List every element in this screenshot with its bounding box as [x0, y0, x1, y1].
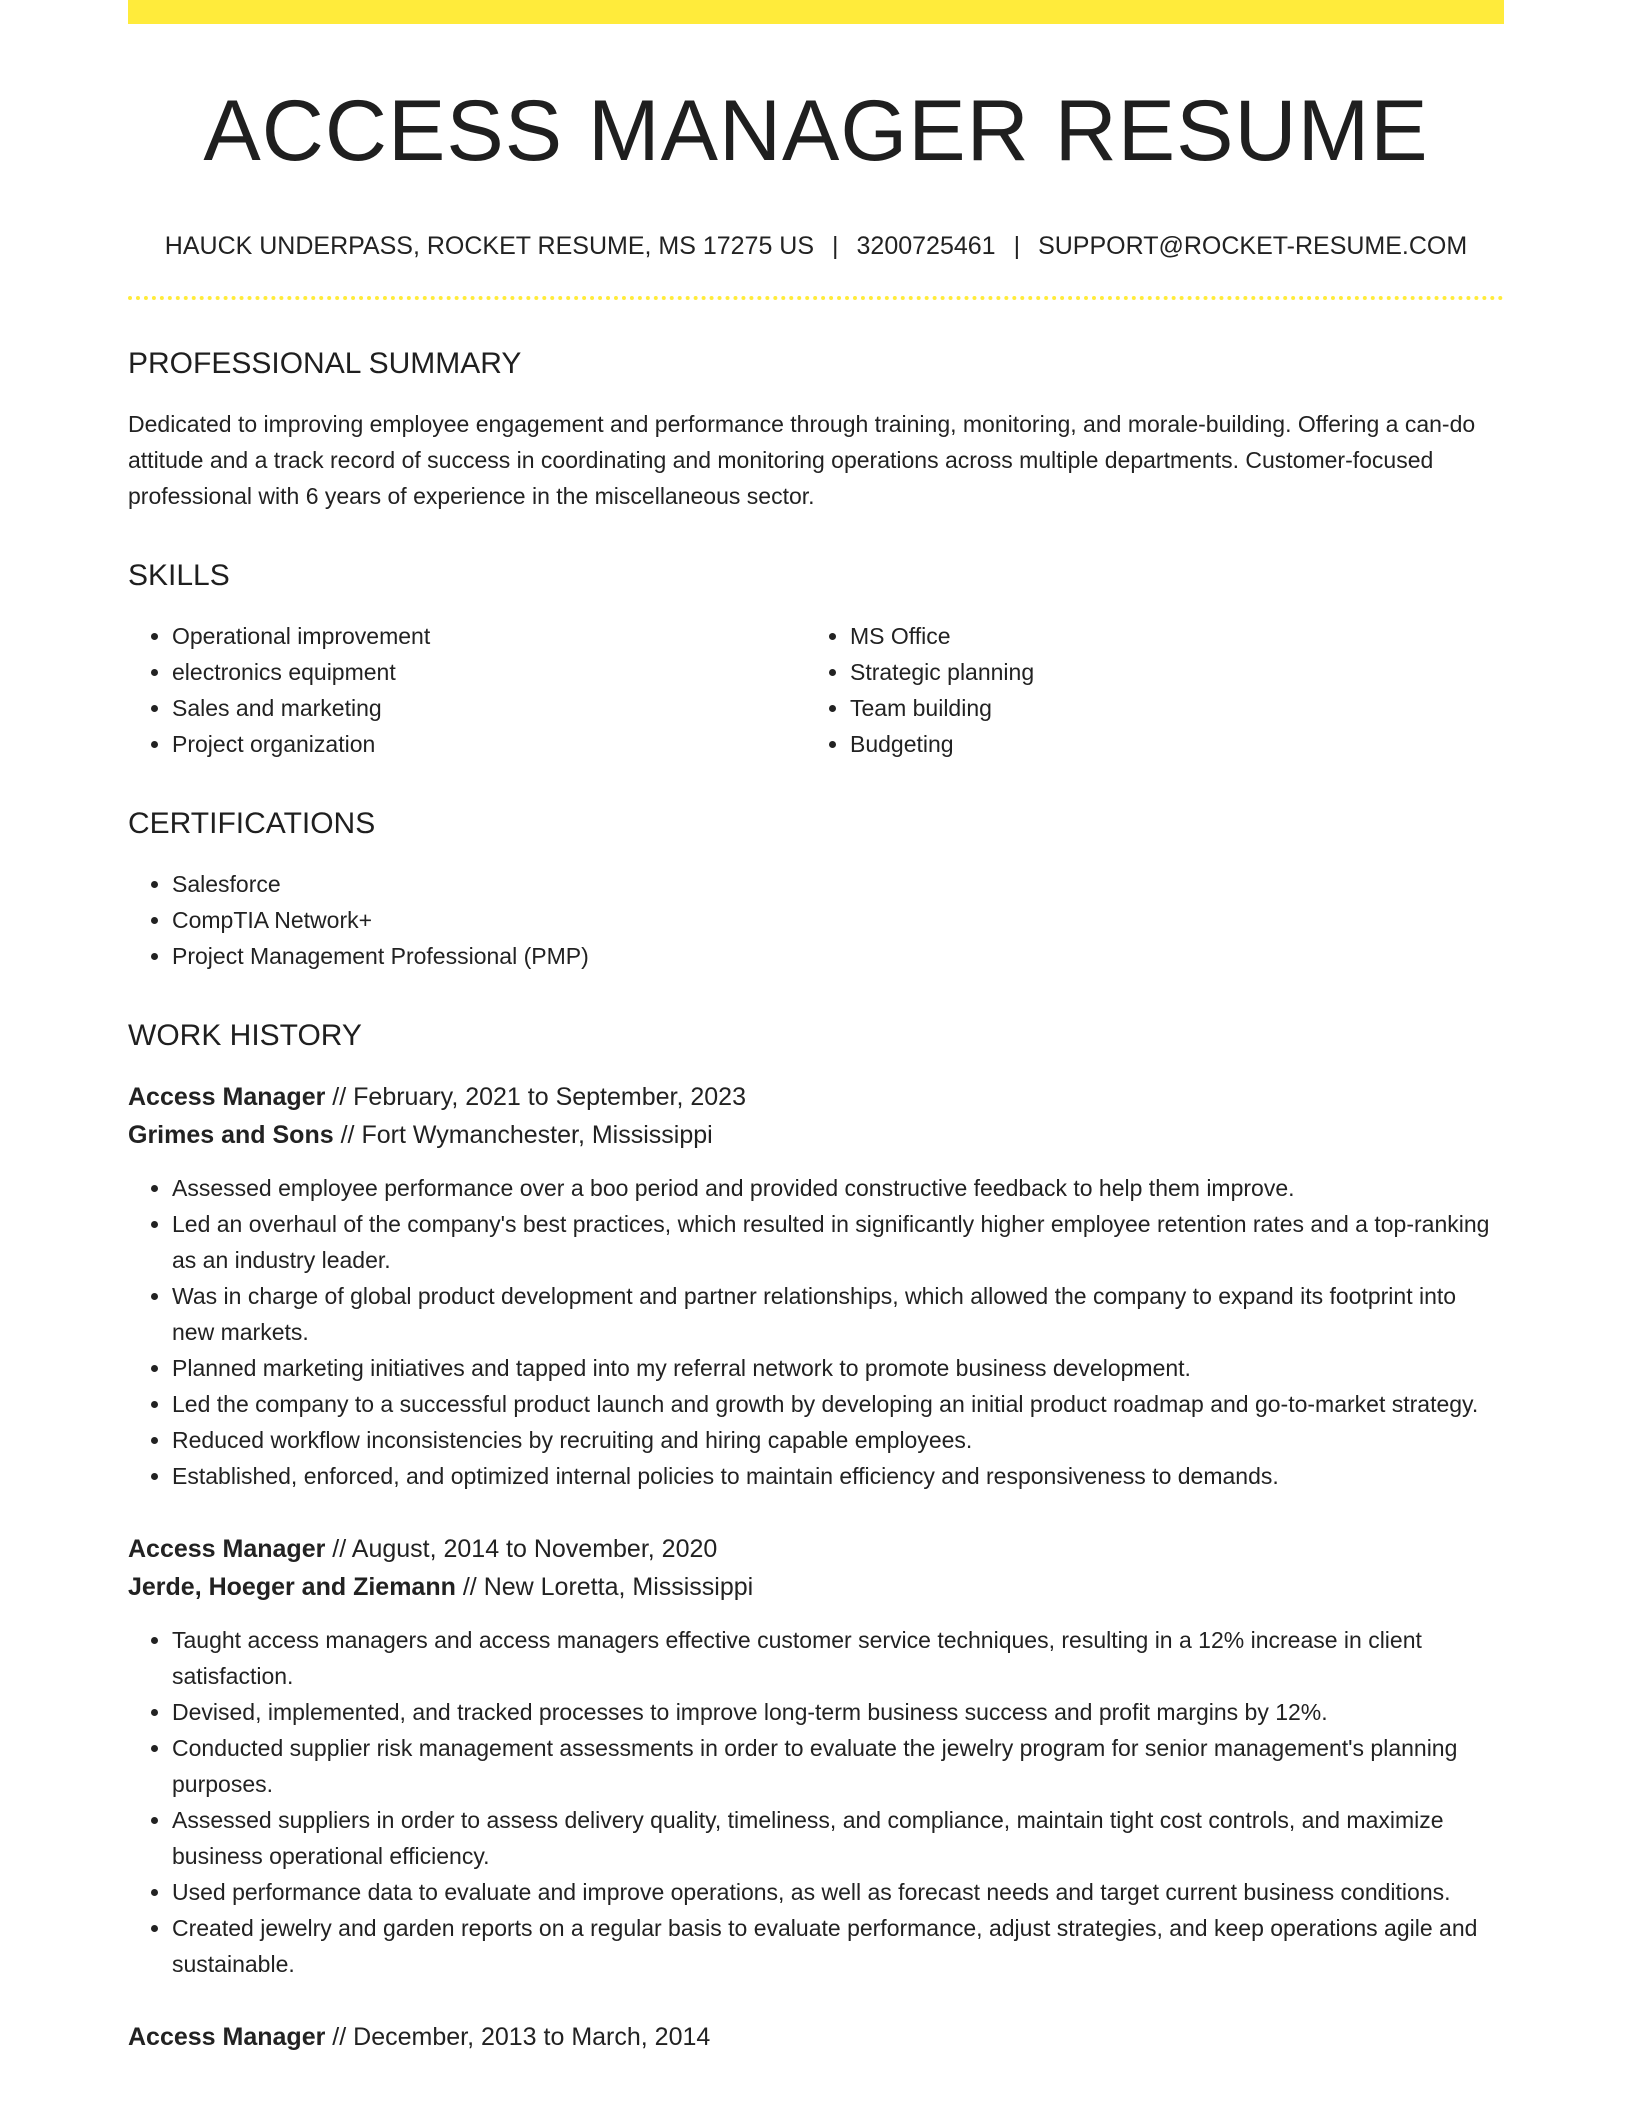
job-separator: //: [332, 2022, 347, 2051]
certifications-list: [128, 866, 1504, 974]
job-bullet: • Led the company to a successful product launch and growth by developing an initial product roadmap and go-to-market strategy.: [172, 1386, 1504, 1422]
job-location: Fort Wymanchester, Mississippi: [361, 1120, 713, 1149]
skill-item: • Budgeting: [850, 726, 1484, 762]
contact-separator: |: [1013, 231, 1021, 260]
job-location: New Loretta, Mississippi: [483, 1572, 754, 1601]
job-dates: February, 2021 to September, 2023: [353, 1082, 746, 1111]
job-title: Access Manager: [128, 1082, 326, 1111]
skill-item: • MS Office: [850, 618, 1484, 654]
job-company-line: [128, 1116, 1504, 1154]
job-bullet: • Assessed suppliers in order to assess delivery quality, timeliness, and compliance, maintain tight cost controls, and maximize business operational efficiency.: [172, 1802, 1504, 1874]
job-bullet: • Assessed employee performance over a boo period and provided constructive feedback to help them improve.: [172, 1170, 1504, 1206]
contact-separator: |: [832, 231, 839, 260]
job-entry: [128, 1530, 1504, 1982]
skill-item: • Operational improvement: [172, 618, 806, 654]
contact-phone: 3200725461: [856, 231, 996, 260]
job-bullet: • Conducted supplier risk management assessments in order to evaluate the jewelry program for senior management's planning purposes.: [172, 1730, 1504, 1802]
job-dates: August, 2014 to November, 2020: [351, 1534, 718, 1563]
job-company: Grimes and Sons: [128, 1120, 334, 1149]
skill-item: • Project organization: [172, 726, 806, 762]
resume-page: [128, 0, 1504, 2056]
skills-left-list: [128, 618, 806, 762]
skills-section: [128, 558, 1504, 762]
skills-columns: [128, 618, 1504, 762]
job-title: Access Manager: [128, 1534, 326, 1563]
certifications-section: [128, 806, 1504, 974]
contact-line: [128, 231, 1504, 261]
summary-section: [128, 346, 1504, 514]
job-entry: [128, 2018, 1504, 2056]
job-separator: //: [340, 1120, 355, 1149]
summary-heading: PROFESSIONAL SUMMARY: [128, 346, 522, 380]
job-bullet: • Reduced workflow inconsistencies by recruiting and hiring capable employees.: [172, 1422, 1504, 1458]
summary-text: Dedicated to improving employee engagement and performance through training, monitoring, and morale-building. Offering a can-do attitude and a track record of success in coordinating and monitoring operations across multiple departments. Customer-focused professional with 6 years of experience in the miscellaneous sector.: [128, 410, 1476, 509]
skill-item: • Strategic planning: [850, 654, 1484, 690]
job-title-line: [128, 1530, 1504, 1568]
contact-address: HAUCK UNDERPASS, ROCKET RESUME, MS 17275 US: [164, 231, 815, 260]
job-bullet: • Used performance data to evaluate and improve operations, as well as forecast needs and target current business conditions.: [172, 1874, 1504, 1910]
job-bullets: [128, 1622, 1504, 1982]
work-history-section: [128, 1018, 1504, 2056]
job-title: Access Manager: [128, 2022, 326, 2051]
job-company: Jerde, Hoeger and Ziemann: [128, 1572, 456, 1601]
skill-item: • Team building: [850, 690, 1484, 726]
job-bullet: • Devised, implemented, and tracked processes to improve long-term business success and profit margins by 12%.: [172, 1694, 1504, 1730]
certification-item: • CompTIA Network+: [172, 902, 1504, 938]
dotted-divider: [128, 296, 1504, 300]
job-separator: //: [332, 1082, 347, 1111]
resume-title: ACCESS MANAGER RESUME: [203, 83, 1429, 179]
job-bullet: • Led an overhaul of the company's best practices, which resulted in significantly higher employee retention rates and a top-ranking as an industry leader.: [172, 1206, 1504, 1278]
job-bullets: [128, 1170, 1504, 1494]
skills-heading: SKILLS: [128, 558, 230, 592]
contact-email: SUPPORT@ROCKET-RESUME.COM: [1038, 231, 1468, 260]
skill-item: • electronics equipment: [172, 654, 806, 690]
job-dates: December, 2013 to March, 2014: [353, 2022, 711, 2051]
skill-item: • Sales and marketing: [172, 690, 806, 726]
job-bullet: • Created jewelry and garden reports on a regular basis to evaluate performance, adjust strategies, and keep operations agile and sustainable.: [172, 1910, 1504, 1982]
job-title-line: [128, 1078, 1504, 1116]
certification-item: • Salesforce: [172, 866, 1504, 902]
job-bullet: • Taught access managers and access managers effective customer service techniques, resulting in a 12% increase in client satisfaction.: [172, 1622, 1504, 1694]
job-bullet: • Was in charge of global product development and partner relationships, which allowed the company to expand its footprint into new markets.: [172, 1278, 1504, 1350]
skills-right-list: [806, 618, 1484, 762]
job-bullet: • Established, enforced, and optimized internal policies to maintain efficiency and responsiveness to demands.: [172, 1458, 1504, 1494]
work-history-heading: WORK HISTORY: [128, 1018, 362, 1052]
job-company-line: [128, 1568, 1504, 1606]
job-bullet: • Planned marketing initiatives and tapped into my referral network to promote business development.: [172, 1350, 1504, 1386]
job-entry: [128, 1078, 1504, 1494]
top-accent-bar: [128, 0, 1504, 24]
job-separator: //: [462, 1572, 477, 1601]
certifications-heading: CERTIFICATIONS: [128, 806, 376, 840]
certification-item: • Project Management Professional (PMP): [172, 938, 1504, 974]
job-separator: //: [332, 1534, 347, 1563]
job-title-line: [128, 2018, 1504, 2056]
